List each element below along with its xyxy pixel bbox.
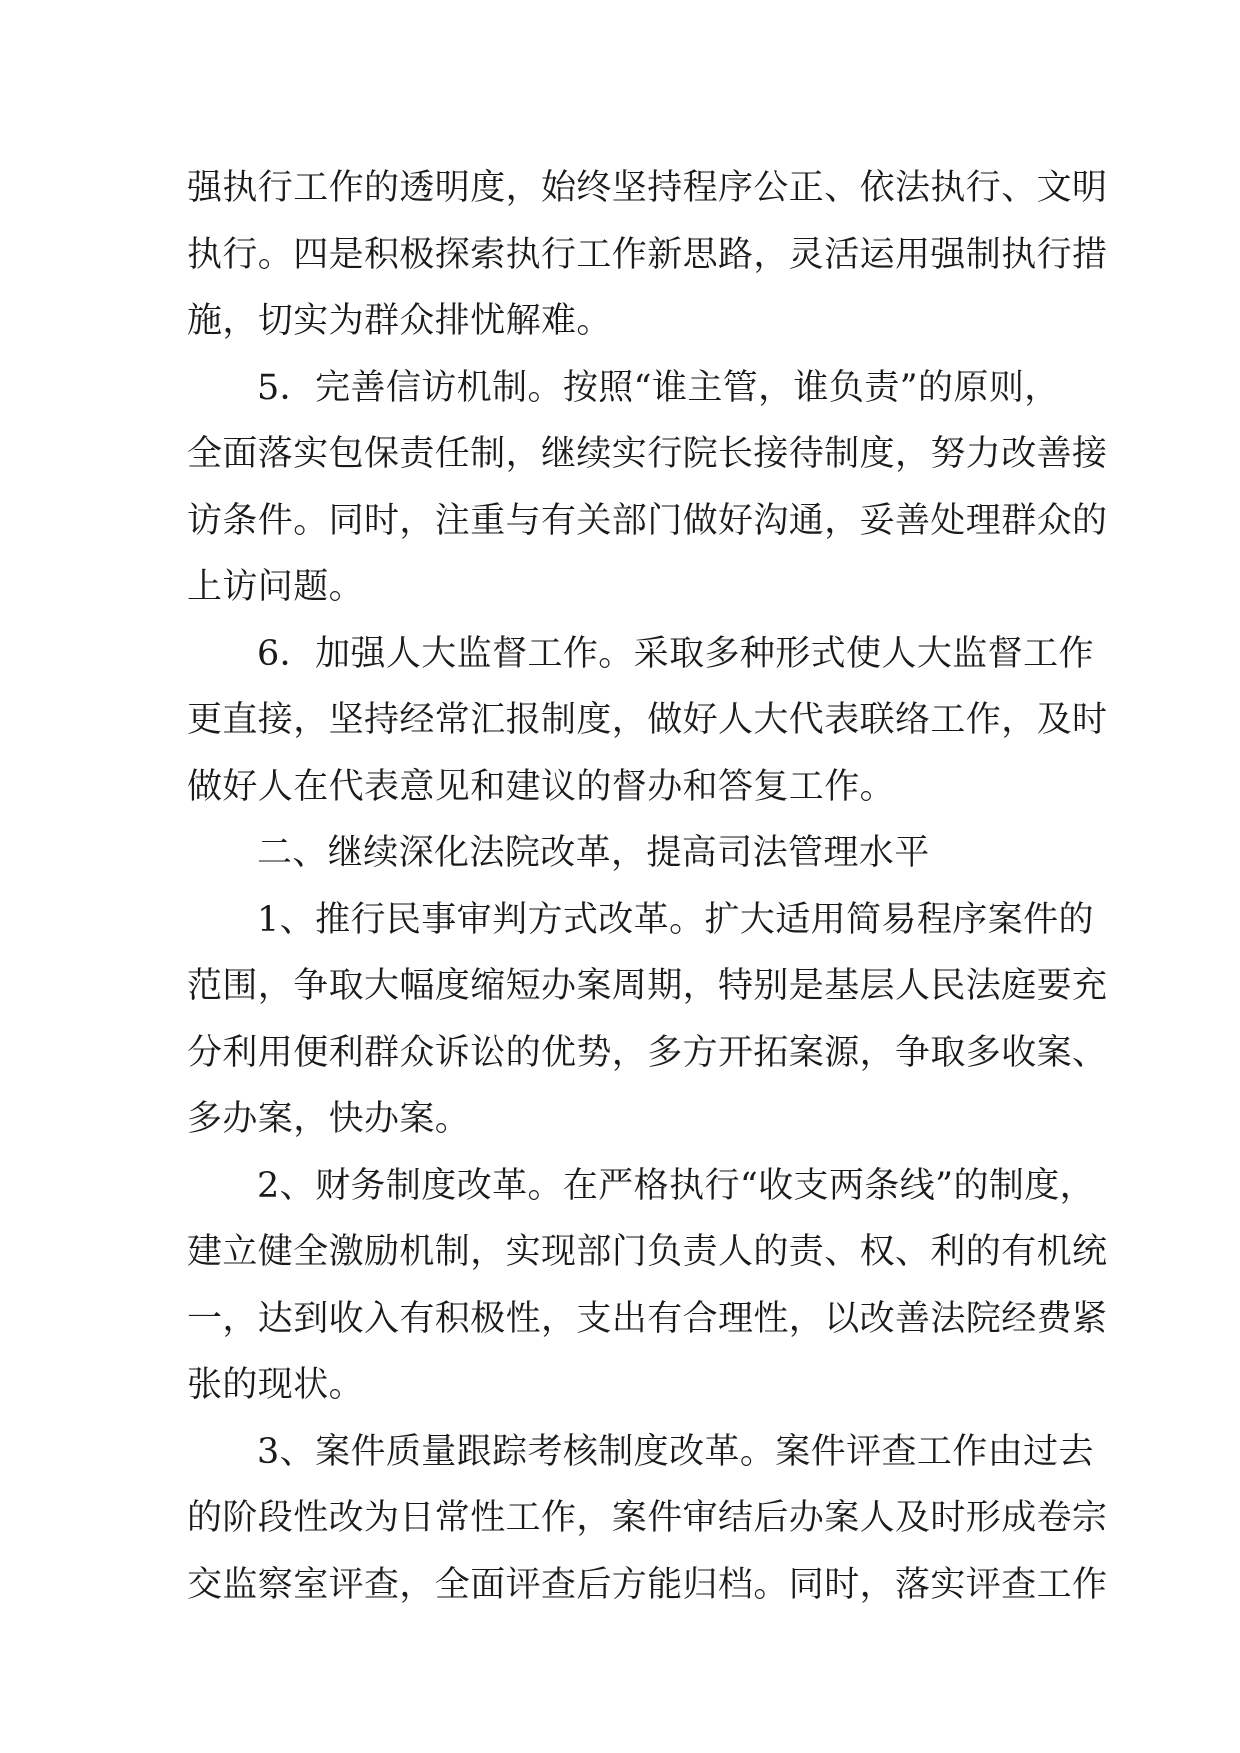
text-line: 的阶段性改为日常性工作，案件审结后办案人及时形成卷宗 — [187, 1498, 1108, 1538]
text-line: 访条件。同时，注重与有关部门做好沟通，妥善处理群众的 — [187, 500, 1108, 541]
text-line: 多办案，快办案。 — [187, 1099, 471, 1139]
text-line: 6．加强人大监督工作。采取多种形式使人大监督工作 — [257, 633, 1094, 674]
text-line: 上访问题。 — [187, 567, 365, 607]
paragraph-civil-trial-reform — [187, 887, 1108, 1153]
text-line: 张的现状。 — [187, 1365, 365, 1405]
text-line: 二、继续深化法院改革，提高司法管理水平 — [257, 833, 930, 873]
text-line: 2、财务制度改革。在严格执行“收支两条线”的制度， — [257, 1165, 1096, 1206]
text-line: 范围，争取大幅度缩短办案周期，特别是基层人民法庭要充 — [187, 966, 1108, 1006]
paragraph-case-quality-reform — [187, 1419, 1108, 1619]
paragraph-finance-reform — [187, 1153, 1108, 1419]
text-line: 一，达到收入有积极性，支出有合理性，以改善法院经费紧 — [187, 1298, 1108, 1339]
paragraph-execution-transparency — [187, 155, 1108, 355]
section-heading-court-reform — [187, 820, 1053, 887]
text-line: 5．完善信访机制。按照“谁主管，谁负责”的原则， — [257, 367, 1060, 408]
text-line: 执行。四是积极探索执行工作新思路，灵活运用强制执行措 — [187, 234, 1108, 275]
paragraph-petition-mechanism — [187, 355, 1108, 621]
text-line: 更直接，坚持经常汇报制度，做好人大代表联络工作，及时 — [187, 700, 1108, 740]
text-line: 交监察室评查，全面评查后方能归档。同时，落实评查工作 — [187, 1564, 1108, 1605]
text-line: 施，切实为群众排忧解难。 — [187, 301, 612, 341]
text-line: 1、推行民事审判方式改革。扩大适用简易程序案件的 — [257, 899, 1094, 940]
text-line: 做好人在代表意见和建议的督办和答复工作。 — [187, 766, 896, 807]
text-line: 建立健全激励机制，实现部门负责人的责、权、利的有机统 — [187, 1232, 1108, 1272]
text-line: 强执行工作的透明度，始终坚持程序公正、依法执行、文明 — [187, 168, 1108, 208]
text-line: 分利用便利群众诉讼的优势，多方开拓案源，争取多收案、 — [187, 1032, 1108, 1073]
text-line: 3、案件质量跟踪考核制度改革。案件评查工作由过去 — [257, 1431, 1094, 1472]
text-line: 全面落实包保责任制，继续实行院长接待制度，努力改善接 — [187, 434, 1108, 474]
paragraph-npc-supervision — [187, 621, 1108, 821]
document-body — [187, 155, 1108, 1618]
